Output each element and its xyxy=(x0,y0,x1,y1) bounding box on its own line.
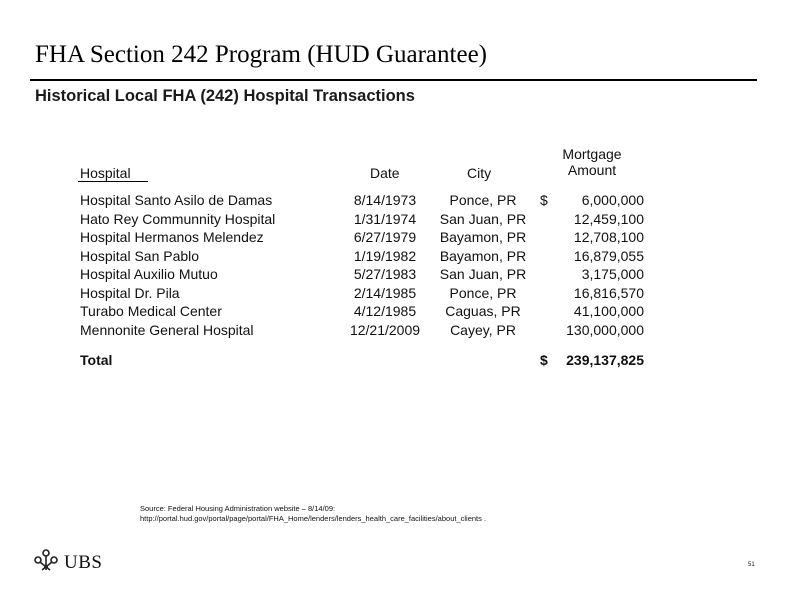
date-cell: 6/27/1979 xyxy=(353,229,417,245)
column-header-mortgage-line1: Mortgage xyxy=(562,146,622,162)
currency-cell: $ xyxy=(540,192,548,208)
column-header-mortgage-line2: Amount xyxy=(567,162,617,178)
amount-cell: 130,000,000 xyxy=(566,321,644,338)
date-cell: 12/21/2009 xyxy=(349,321,421,338)
hospital-cell: Hospital Dr. Pila xyxy=(80,284,180,301)
ubs-logo xyxy=(32,548,102,577)
city-cell: Caguas, PR xyxy=(445,303,521,319)
date-cell: 4/12/1985 xyxy=(353,303,417,319)
source-note xyxy=(140,504,486,524)
hospital-cell: Hato Rey Communnity Hospital xyxy=(80,210,276,227)
amount-cell: 41,100,000 xyxy=(573,303,644,319)
date-cell: 2/14/1985 xyxy=(353,284,417,301)
date-cell: 1/31/1974 xyxy=(353,210,417,227)
city-cell: Bayamon, PR xyxy=(439,229,527,245)
date-cell: 5/27/1983 xyxy=(353,266,417,282)
amount-cell: 6,000,000 xyxy=(581,192,644,208)
page-subtitle: Historical Local FHA (242) Hospital Transactions xyxy=(35,87,415,105)
column-header-city: City xyxy=(467,165,492,181)
city-cell: San Juan, PR xyxy=(439,210,527,227)
amount-cell: 12,708,100 xyxy=(573,229,644,245)
city-cell: Ponce, PR xyxy=(449,284,517,301)
hospital-cell: Turabo Medical Center xyxy=(80,303,222,319)
hospital-cell: Hospital Auxilio Mutuo xyxy=(80,266,218,282)
date-cell: 1/19/1982 xyxy=(353,247,417,264)
source-line-1: Source: Federal Housing Administration website – 8/14/09: xyxy=(140,504,336,513)
amount-cell: 16,816,570 xyxy=(573,284,644,301)
page-number: 51 xyxy=(748,562,755,568)
column-header-date: Date xyxy=(370,165,400,181)
page-title: FHA Section 242 Program (HUD Guarantee) xyxy=(35,41,487,68)
keys-icon xyxy=(32,548,60,577)
source-line-2: http://portal.hud.gov/portal/page/portal/FHA_Home/lenders/lenders_health_care_facilities/about_clients . xyxy=(140,514,487,523)
column-header-hospital: Hospital xyxy=(80,165,131,181)
total-amount: 239,137,825 xyxy=(566,352,644,368)
total-label: Total xyxy=(80,352,113,368)
column-header-underline xyxy=(78,181,148,182)
hospital-cell: Hospital San Pablo xyxy=(80,247,200,264)
column-header-mortgage xyxy=(532,146,652,178)
hospital-cell: Hospital Hermanos Melendez xyxy=(80,229,264,245)
city-cell: Bayamon, PR xyxy=(439,247,527,264)
amount-cell: 3,175,000 xyxy=(581,266,644,282)
city-cell: San Juan, PR xyxy=(439,266,527,282)
date-cell: 8/14/1973 xyxy=(353,192,417,208)
city-cell: Ponce, PR xyxy=(449,192,517,208)
logo-wordmark: UBS xyxy=(64,551,103,573)
amount-cell: 12,459,100 xyxy=(573,210,644,227)
hospital-cell: Mennonite General Hospital xyxy=(80,321,254,338)
hospital-cell: Hospital Santo Asilo de Damas xyxy=(80,192,273,208)
city-cell: Cayey, PR xyxy=(450,321,516,338)
amount-cell: 16,879,055 xyxy=(573,247,644,264)
title-divider xyxy=(30,79,757,81)
total-currency: $ xyxy=(540,352,548,368)
